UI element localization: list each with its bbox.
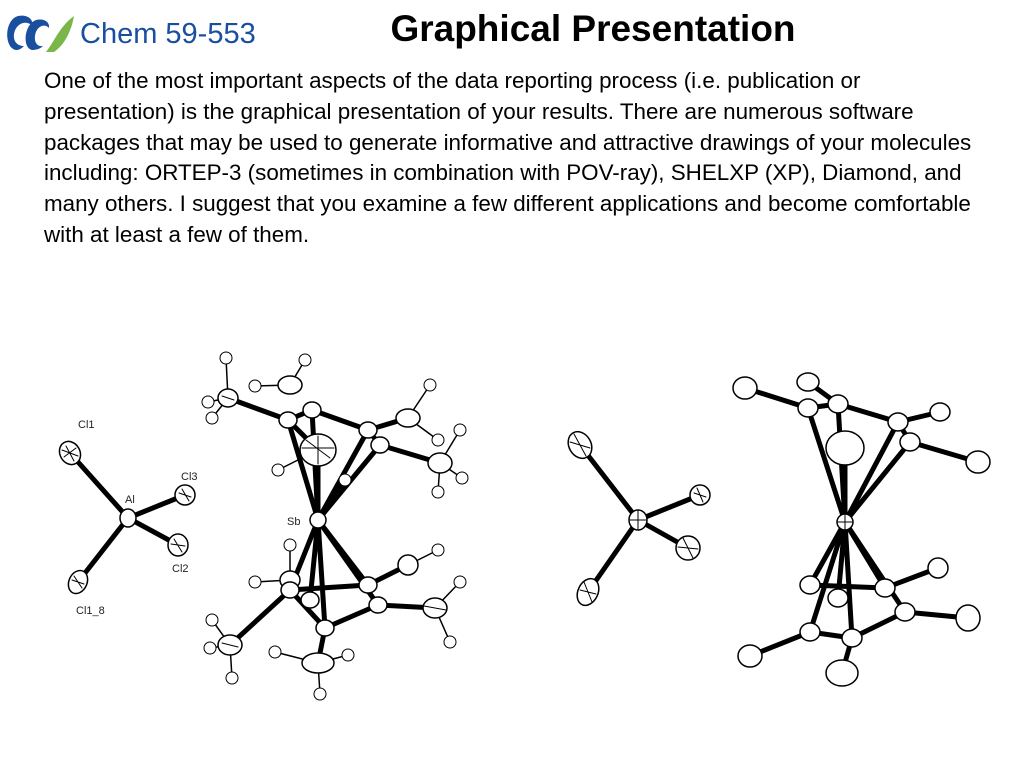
university-logo	[2, 12, 76, 54]
label-cl3: Cl3	[181, 471, 198, 483]
label-cl1: Cl1	[78, 419, 95, 431]
label-cl2: Cl2	[172, 563, 189, 575]
ortep-figure	[0, 330, 1024, 760]
label-cl1-8: Cl1_8	[76, 605, 105, 617]
page-title: Graphical Presentation	[390, 8, 796, 49]
label-sb: Sb	[287, 516, 301, 528]
course-code: Chem 59-553	[80, 18, 256, 50]
sb-sandwich-unlabeled-molecule	[733, 373, 990, 686]
label-al: Al	[125, 494, 135, 506]
sb-sandwich-labeled-molecule	[202, 352, 468, 700]
body-paragraph: One of the most important aspects of the data reporting process (i.e. publication or presentation) is the graphical presentation of your results. There are numerous software packages that may be used to generate informative and attractive drawings of your molecules including: ORTEP-3 (sometimes in combination with POV-ray), SHELXP (XP), Diamond, and many others. I suggest that you examine a few different applications and become comfortable with at least a few of them.	[44, 68, 972, 247]
